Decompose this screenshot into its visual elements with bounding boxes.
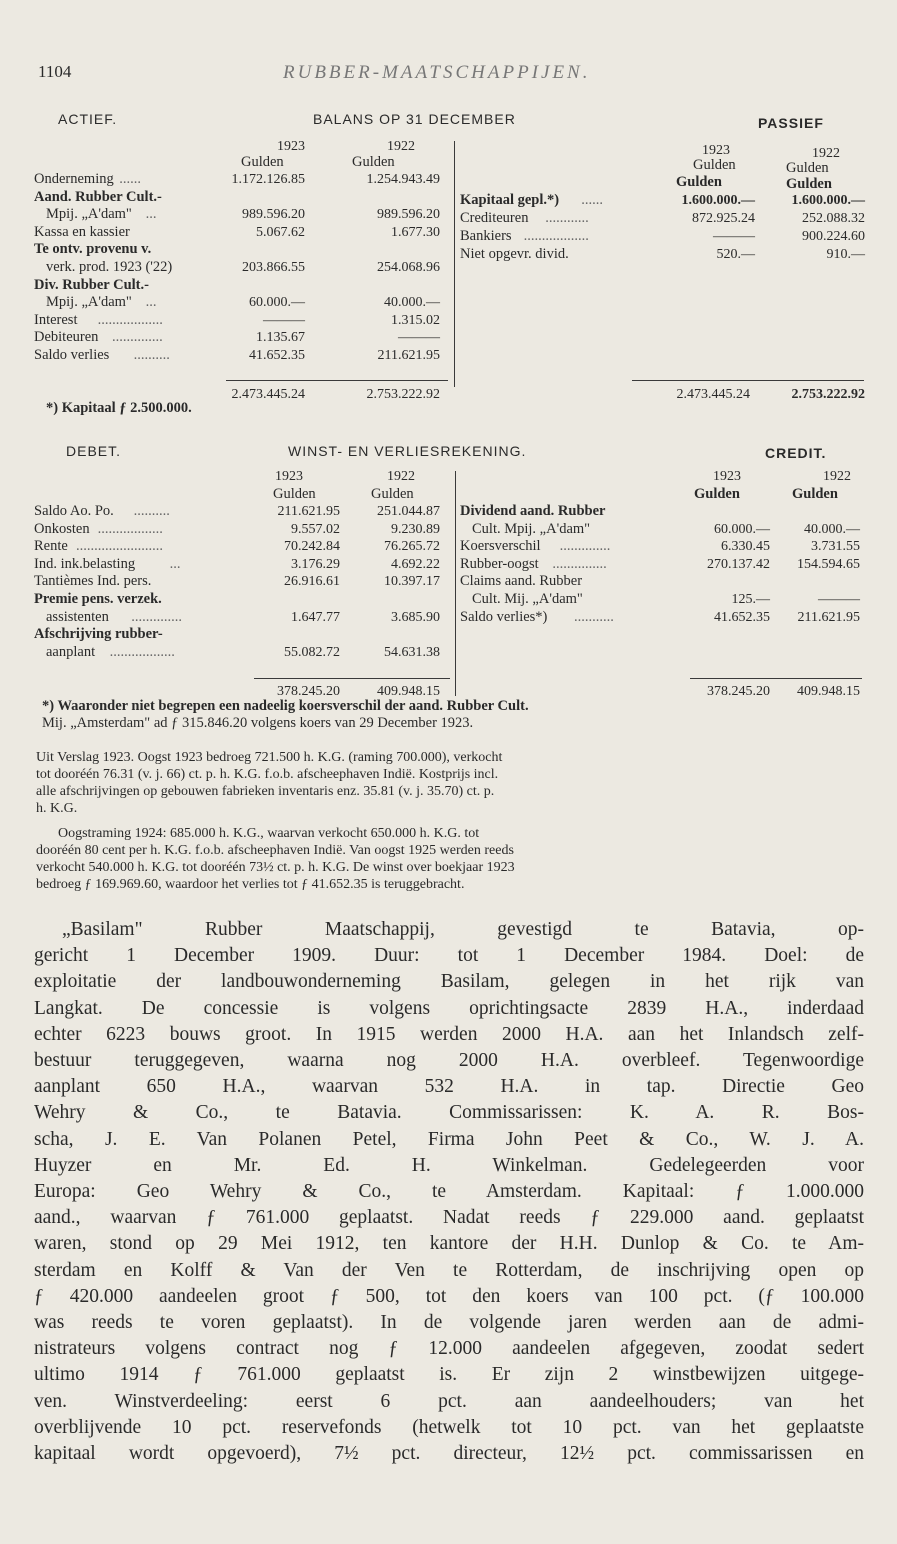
actief-row-label: Mpij. „A'dam": [46, 294, 132, 311]
verslag-line: dooréén 80 cent per h. K.G. f.o.b. afscheephaven Indië. Van oogst 1925 werden reeds: [36, 843, 514, 858]
article-line: ven. Winstverdeeling: eerst 6 pct. aan aandeelhouders; van het: [34, 1390, 864, 1412]
debet-row-leader-dots: ........................: [76, 538, 163, 555]
actief-row-value-1922: 1.677.30: [391, 224, 440, 240]
article-line: bestuur teruggegeven, waarna nog 2000 H.A. overbleef. Tegenwoordige: [34, 1050, 864, 1072]
actief-row-leader-dots: ..................: [97, 311, 163, 328]
debet-row-value-1922: 3.685.90: [391, 609, 440, 625]
article-line: aanplant 650 H.A., waarvan 532 H.A. in tap. Directie Geo: [34, 1076, 864, 1098]
article-line: echter 6223 bouws groot. In 1915 werden 2000 H.A. aan het Inlandsch zelf-: [34, 1023, 864, 1045]
article-body: [34, 917, 864, 1467]
actief-row-label: Onderneming: [34, 171, 114, 187]
debet-row-leader-dots: ..................: [109, 643, 175, 660]
credit-row-label: Koersverschil: [460, 538, 541, 555]
winst-credit-total-rule: [690, 678, 862, 679]
balans-passief-col-unit-1922-bold: Gulden: [786, 176, 832, 192]
winst-debet-total-rule: [254, 678, 450, 679]
debet-row-value-1923: 55.082.72: [284, 644, 340, 660]
debet-row-value-1923: 3.176.29: [291, 556, 340, 572]
balans-passief-col-year-1923: 1923: [702, 143, 730, 158]
actief-row-label: Kassa en kassier: [34, 223, 130, 240]
balans-actief-col-unit-1922: Gulden: [352, 154, 395, 170]
passief-row-value-1923: ———: [713, 229, 755, 244]
actief-row-value-1923: 1.172.126.85: [231, 172, 305, 187]
actief-row-value-1923: 60.000.—: [249, 295, 305, 311]
article-line: waren, stond op 29 Mei 1912, ten kantore der H.H. Dunlop & Co. te Am-: [34, 1233, 864, 1255]
winst-title: WINST- EN VERLIESREKENING.: [288, 443, 527, 459]
credit-row-label: Cult. Mij. „A'dam": [472, 591, 583, 607]
winst-footnote-line-2: Mij. „Amsterdam" ad ƒ 315.846.20 volgens koers van 29 December 1923.: [42, 715, 474, 731]
credit-row-value-1922: 154.594.65: [797, 556, 860, 572]
actief-row-leader-dots: ......: [119, 171, 141, 187]
verslag-line: Oogstraming 1924: 685.000 h. K.G., waarvan verkocht 650.000 h. K.G. tot: [58, 826, 480, 841]
article-line: Huyzer en Mr. Ed. H. Winkelman. Gedelegeerden voor: [34, 1154, 864, 1176]
debet-row-value-1922: 251.044.87: [377, 504, 440, 519]
winst-credit-total-1923: 378.245.20: [707, 684, 770, 699]
actief-row-label: Interest: [34, 311, 78, 328]
balans-passief-total-1923: 2.473.445.24: [676, 387, 750, 402]
article-line: sterdam en Kolff & Van der Ven te Rotterdam, de inschrijving open op: [34, 1259, 864, 1281]
credit-row-value-1923: 270.137.42: [707, 556, 770, 572]
debet-row-label: aanplant: [46, 643, 96, 660]
credit-row-value-1923: 6.330.45: [721, 539, 770, 555]
balans-right-heading: PASSIEF: [758, 115, 824, 131]
debet-row-value-1922: 54.631.38: [384, 644, 440, 660]
debet-row-leader-dots: ..........: [133, 503, 170, 519]
article-line: exploitatie der landbouwonderneming Basilam, gelegen in het rijk van: [34, 971, 864, 993]
credit-row-value-1923: 125.—: [731, 592, 770, 607]
actief-row-label: Te ontv. provenu v.: [34, 241, 152, 258]
balans-passief-total-rule: [632, 380, 864, 381]
article-line: Europa: Geo Wehry & Co., te Amsterdam. Kapitaal: ƒ 1.000.000: [34, 1181, 864, 1203]
winst-debet-col-year-1922: 1922: [387, 469, 415, 484]
winst-footnote-line-1: *) Waaronder niet begrepen een nadeelig koersverschil der aand. Rubber Cult.: [42, 698, 529, 714]
debet-row-leader-dots: ..............: [131, 608, 182, 625]
article-line: ƒ 420.000 aandeelen groot ƒ 500, tot den koers van 100 pct. (ƒ 100.000: [34, 1285, 864, 1307]
credit-row-value-1922: ———: [818, 592, 860, 607]
article-line: nistrateurs volgens contract nog ƒ 12.000 aandeelen afgegeven, zoodat sedert: [34, 1338, 864, 1360]
winst-debet-total-1922: 409.948.15: [377, 684, 440, 699]
passief-row-label: Bankiers: [460, 228, 512, 244]
debet-row-value-1923: 26.916.61: [284, 574, 340, 590]
debet-row-value-1922: 10.397.17: [384, 574, 440, 590]
balans-actief-col-year-1923: 1923: [277, 139, 305, 154]
passief-row-leader-dots: ..................: [523, 228, 589, 244]
winst-debet-total-1923: 378.245.20: [277, 684, 340, 699]
verslag-line: Uit Verslag 1923. Oogst 1923 bedroeg 721.500 h. K.G. (raming 700.000), verkocht: [36, 750, 503, 765]
debet-row-label: Rente: [34, 538, 68, 555]
passief-row-label: Kapitaal gepl.*): [460, 192, 560, 208]
actief-row-leader-dots: ..............: [112, 329, 163, 346]
article-line: gericht 1 December 1909. Duur: tot 1 December 1984. Doel: de: [34, 945, 864, 967]
actief-row-label: Saldo verlies: [34, 347, 110, 363]
actief-row-value-1922: 1.315.02: [391, 312, 440, 328]
debet-row-label: Saldo Ao. Po.: [34, 503, 114, 519]
article-line: ultimo 1914 ƒ 761.000 geplaatst is. Er zijn 2 winstbewijzen uitgege-: [34, 1364, 864, 1386]
actief-row-value-1923: ———: [263, 312, 305, 328]
article-line: aand., waarvan ƒ 761.000 geplaatst. Nadat reeds ƒ 229.000 aand. geplaatst: [34, 1207, 864, 1229]
actief-row-label: Div. Rubber Cult.-: [34, 276, 149, 293]
credit-row-label: Claims aand. Rubber: [460, 573, 583, 590]
actief-row-label: Aand. Rubber Cult.-: [34, 188, 162, 205]
article-line: overblijvende 10 pct. reservefonds (hetwelk tot 10 pct. van het geplaatste: [34, 1416, 864, 1438]
credit-row-leader-dots: ...............: [552, 555, 607, 572]
credit-row-leader-dots: ...........: [574, 608, 614, 625]
balans-passief-col-unit-1923: Gulden: [693, 157, 736, 173]
actief-row-label: verk. prod. 1923 ('22): [46, 259, 173, 275]
balans-passief-col-unit-1923-bold: Gulden: [676, 174, 722, 190]
winst-debet-col-unit-1922: Gulden: [371, 486, 414, 502]
balans-actief-total-rule: [226, 380, 448, 381]
winst-credit-col-year-1922: 1922: [823, 469, 851, 484]
passief-row-value-1923: 872.925.24: [692, 211, 755, 226]
debet-row-value-1922: 9.230.89: [391, 521, 440, 537]
debet-row-label: Ind. ink.belasting: [34, 555, 136, 572]
balans-passief-total-1922: 2.753.222.92: [791, 387, 865, 402]
credit-row-label: Dividend aand. Rubber: [460, 503, 606, 519]
page-number: 1104: [38, 62, 72, 81]
credit-row-value-1923: 60.000.—: [714, 521, 770, 537]
article-line: „Basilam" Rubber Maatschappij, gevestigd te Batavia, op-: [62, 919, 864, 940]
passief-row-value-1922: 252.088.32: [802, 211, 865, 226]
actief-row-label: Debiteuren: [34, 329, 99, 346]
debet-row-value-1922: 76.265.72: [384, 539, 440, 555]
actief-row-value-1922: 211.621.95: [377, 348, 440, 363]
verslag-line: verkocht 540.000 h. K.G. tot dooréén 73½ ct. p. h. K.G. De winst over boekjaar 1923: [36, 860, 515, 875]
debet-row-value-1923: 70.242.84: [284, 539, 340, 555]
actief-row-value-1923: 5.067.62: [256, 224, 305, 240]
passief-row-value-1922: 900.224.60: [802, 229, 865, 244]
passief-row-value-1922: 910.—: [826, 247, 865, 262]
debet-row-label: Afschrijving rubber-: [34, 626, 163, 643]
winst-left-heading: DEBET.: [66, 443, 122, 459]
actief-row-value-1923: 41.652.35: [249, 348, 305, 363]
credit-row-label: Rubber-oogst: [460, 555, 539, 572]
winst-vertical-rule: [455, 471, 456, 696]
balans-passief-col-year-1922: 1922: [812, 146, 840, 161]
passief-row-value-1922: 1.600.000.—: [791, 193, 865, 208]
passief-row-label: Crediteuren: [460, 210, 529, 226]
actief-row-value-1922: 1.254.943.49: [366, 172, 440, 187]
debet-row-label: Premie pens. verzek.: [34, 591, 162, 607]
actief-row-leader-dots: ...: [145, 206, 157, 223]
article-line: Wehry & Co., te Batavia. Commissarissen: K. A. R. Bos-: [34, 1102, 864, 1124]
winst-credit-col-unit-1923: Gulden: [694, 486, 740, 502]
debet-row-value-1923: 211.621.95: [277, 504, 340, 519]
credit-row-value-1923: 41.652.35: [714, 609, 770, 625]
actief-row-value-1923: 989.596.20: [242, 207, 305, 223]
verslag-line: h. K.G.: [36, 801, 78, 816]
article-line: kapitaal wordt opgevoerd), 7½ pct. directeur, 12½ pct. commissarissen en: [34, 1443, 864, 1465]
balans-vertical-rule: [454, 141, 455, 387]
balans-title: BALANS OP 31 DECEMBER: [313, 111, 516, 127]
verslag-line: tot dooréén 76.31 (v. j. 66) ct. p. h. K.G. f.o.b. afscheephaven Indië. Kostprijs incl.: [36, 767, 499, 782]
debet-row-value-1923: 9.557.02: [291, 521, 340, 537]
passief-row-leader-dots: ......: [581, 192, 603, 208]
credit-row-value-1922: 211.621.95: [797, 609, 860, 625]
actief-row-value-1922: ———: [398, 330, 440, 346]
debet-row-leader-dots: ...: [169, 555, 181, 572]
passief-row-value-1923: 520.—: [716, 247, 755, 262]
balans-left-heading: ACTIEF.: [58, 111, 118, 127]
balans-actief-total-1922: 2.753.222.92: [366, 387, 440, 402]
article-line: scha, J. E. Van Polanen Petel, Firma John Peet & Co., W. J. A.: [34, 1128, 864, 1150]
credit-row-leader-dots: ..............: [559, 538, 611, 555]
credit-row-label: Cult. Mpij. „A'dam": [472, 520, 591, 537]
actief-row-value-1923: 1.135.67: [256, 330, 305, 346]
winst-credit-col-unit-1922: Gulden: [792, 486, 838, 502]
passief-row-label: Niet opgevr. divid.: [460, 246, 569, 262]
debet-row-label: assistenten: [46, 608, 109, 625]
debet-row-leader-dots: ..................: [97, 520, 163, 537]
debet-row-label: Tantièmes Ind. pers.: [34, 573, 152, 590]
balans-footnote: *) Kapitaal ƒ 2.500.000.: [46, 400, 192, 416]
actief-row-value-1922: 989.596.20: [377, 207, 440, 223]
balans-actief-col-unit-1923: Gulden: [241, 154, 284, 170]
winst-debet-col-year-1923: 1923: [275, 469, 303, 484]
debet-row-label: Onkosten: [34, 520, 90, 537]
credit-row-value-1922: 40.000.—: [804, 521, 860, 537]
article-line: Langkat. De concessie is volgens oprichtingsacte 2839 H.A., inderdaad: [34, 997, 864, 1019]
actief-row-leader-dots: ..........: [133, 347, 170, 363]
actief-row-leader-dots: ...: [145, 294, 157, 311]
running-title: RUBBER-MAATSCHAPPIJEN.: [283, 62, 591, 83]
verslag-line: alle afschrijvingen op gebouwen fabrieken inventaris enz. 35.81 (v. j. 35.70) ct. p.: [36, 784, 495, 799]
actief-row-value-1923: 203.866.55: [242, 260, 305, 275]
passief-row-value-1923: 1.600.000.—: [681, 193, 755, 208]
balans-actief-total-1923: 2.473.445.24: [231, 387, 305, 402]
debet-row-value-1923: 1.647.77: [291, 609, 340, 625]
winst-debet-col-unit-1923: Gulden: [273, 486, 316, 502]
winst-right-heading: CREDIT.: [765, 445, 827, 461]
credit-row-value-1922: 3.731.55: [811, 539, 860, 555]
debet-row-value-1922: 4.692.22: [391, 556, 440, 572]
actief-row-value-1922: 40.000.—: [384, 295, 440, 311]
verslag-line: bedroeg ƒ 169.969.60, waardoor het verlies tot ƒ 41.652.35 is teruggebracht.: [36, 877, 465, 892]
actief-row-label: Mpij. „A'dam": [46, 206, 132, 223]
actief-row-value-1922: 254.068.96: [377, 260, 440, 275]
balans-actief-col-year-1922: 1922: [387, 139, 415, 154]
article-line: was reeds te voren geplaatst). In de volgende jaren werden aan de admi-: [34, 1312, 864, 1334]
winst-credit-col-year-1923: 1923: [713, 469, 741, 484]
balans-passief-col-unit-1922: Gulden: [786, 160, 829, 176]
winst-credit-total-1922: 409.948.15: [797, 684, 860, 699]
passief-row-leader-dots: ............: [545, 210, 589, 226]
credit-row-label: Saldo verlies*): [460, 608, 548, 625]
